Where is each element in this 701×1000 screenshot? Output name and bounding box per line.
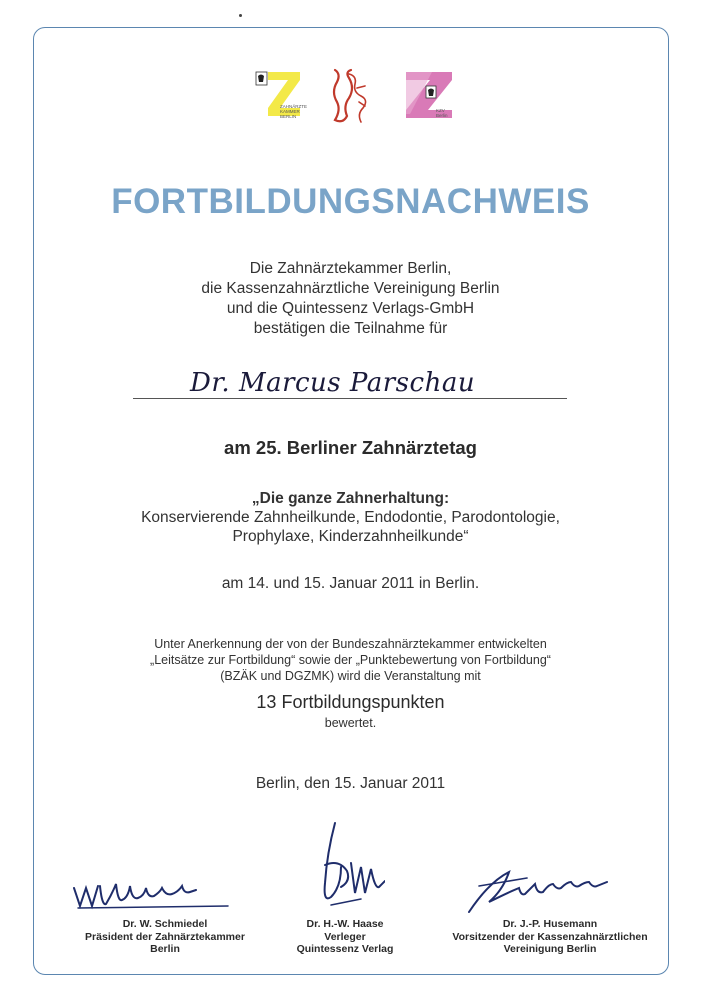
event-dates: am 14. und 15. Januar 2011 in Berlin. xyxy=(221,575,480,592)
points-awarded: 13 Fortbildungspunkten xyxy=(256,692,445,712)
signatory-role: Vorsitzender der Kassenzahnärztlichen xyxy=(452,930,648,943)
participant-name: Dr. Marcus Parschau xyxy=(190,368,476,398)
certificate-title: FORTBILDUNGSNACHWEIS xyxy=(111,182,590,221)
signatory-name: Dr. J.-P. Husemann xyxy=(502,918,598,930)
signatory-2 xyxy=(255,918,435,956)
topic-headline: „Die ganze Zahnerhaltung: xyxy=(251,490,450,507)
signatory-1 xyxy=(65,918,265,956)
signature-schmiedel xyxy=(70,868,230,918)
signatory-role: Verleger xyxy=(324,930,366,943)
signatory-3 xyxy=(430,918,670,956)
event-title: am 25. Berliner Zahnärztetag xyxy=(224,437,477,458)
recognition-text xyxy=(0,636,701,684)
logo-caption-line: KAMMER xyxy=(280,109,300,114)
kzv-caption xyxy=(436,108,448,118)
signatory-role: Quintessenz Verlag xyxy=(296,943,394,955)
recognition-line: Unter Anerkennung der von der Bundeszahnärztekammer entwickelten xyxy=(154,637,547,651)
recognition-line: (BZÄK und DGZMK) wird die Veranstaltung mit xyxy=(220,669,481,683)
logo-caption-line: ZAHNÄRZTE xyxy=(280,104,307,109)
recognition-line: „Leitsätze zur Fortbildung“ sowie der „Punktebewertung von Fortbildung“ xyxy=(150,653,551,667)
intro-line: und die Quintessenz Verlags-GmbH xyxy=(226,300,475,317)
topic-line: Konservierende Zahnheilkunde, Endodontie, Parodontologie, xyxy=(141,509,560,526)
intro-line: bestätigen die Teilnahme für xyxy=(253,320,448,337)
logo-caption-line: KZV xyxy=(436,108,445,113)
signatory-role: Berlin xyxy=(150,943,180,955)
signatory-name: Dr. W. Schmiedel xyxy=(122,918,208,930)
signatory-name: Dr. H.-W. Haase xyxy=(306,918,384,930)
topic-line: Prophylaxe, Kinderzahnheilkunde“ xyxy=(232,528,469,545)
scan-dot xyxy=(239,14,242,17)
logo-row xyxy=(0,68,701,128)
intro-line: Die Zahnärztekammer Berlin, xyxy=(249,260,452,277)
event-topic xyxy=(0,489,701,546)
intro-line: die Kassenzahnärztliche Vereinigung Berlin xyxy=(201,280,500,297)
name-underline xyxy=(133,398,567,399)
signature-haase xyxy=(305,815,385,920)
place-date: Berlin, den 15. Januar 2011 xyxy=(255,775,446,792)
rated-text: bewertet. xyxy=(324,716,377,730)
intro-text xyxy=(0,259,701,339)
signatory-role: Vereinigung Berlin xyxy=(503,943,597,955)
signature-husemann xyxy=(463,856,623,918)
signatory-role: Präsident der Zahnärztekammer xyxy=(85,930,245,943)
logo-caption-line: BERLIN xyxy=(280,114,297,119)
logo-caption-line: Berlin xyxy=(436,113,448,118)
zahnaerztetag-logo xyxy=(327,68,371,128)
zahnaerztekammer-caption xyxy=(280,104,307,119)
